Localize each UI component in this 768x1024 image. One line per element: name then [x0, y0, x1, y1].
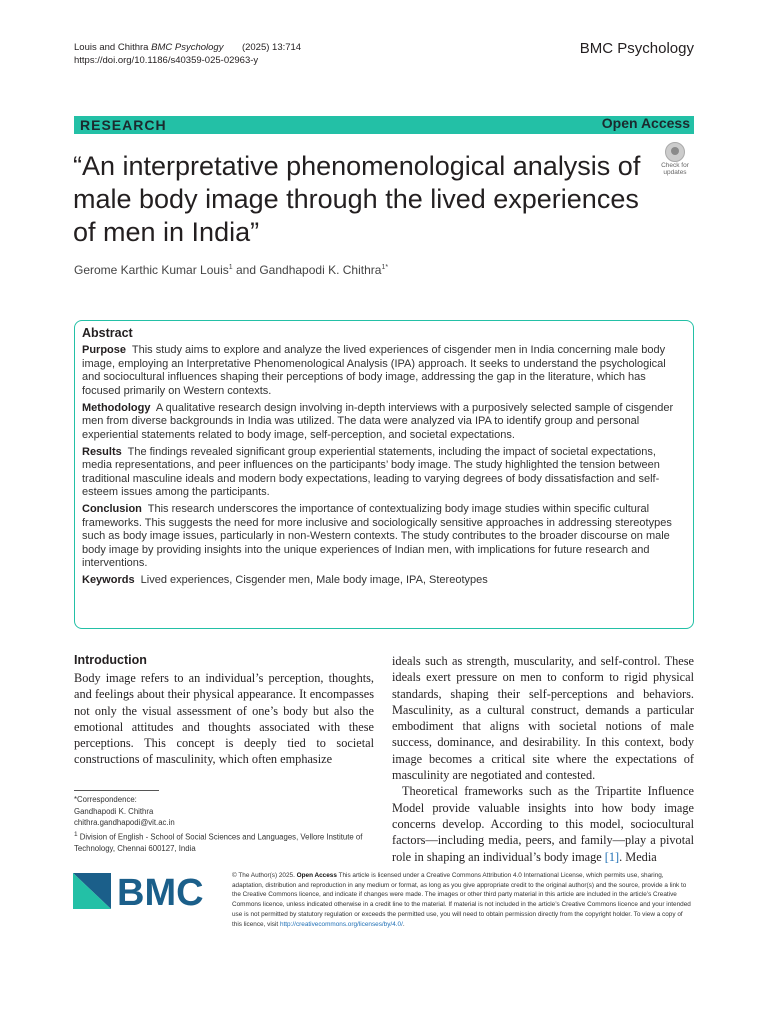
affil-text: Division of English - School of Social Sciences and Languages, Vellore Institute of Technology, Chennai 600127, India [74, 832, 363, 853]
abstract-methodology [82, 402, 685, 443]
intro-paragraph-3 [392, 783, 694, 864]
badge-line2: updates [663, 169, 687, 176]
author-sep: and [232, 263, 260, 277]
check-updates-icon [665, 142, 685, 162]
header-authors: Louis and Chithra [74, 42, 149, 53]
abstract-label: Keywords [82, 574, 135, 586]
check-for-updates-badge[interactable] [655, 140, 695, 180]
abstract-text: The findings revealed significant group experiential statements, including the impact of societal expectations, media representations, and peer influences on the participants’ body image. The study highlighted the tension between traditional masculine ideals and modern body expectations, leading to varying degrees of body dissatisfaction and self-esteem issues among the participants. [82, 445, 660, 498]
corr-label: *Correspondence: [74, 795, 137, 804]
affil-sup: 1 [74, 830, 78, 838]
badge-line1: Check for [661, 162, 689, 169]
abstract-label: Purpose [82, 344, 127, 356]
abstract-label: Conclusion [82, 503, 142, 515]
abstract-box [74, 320, 694, 629]
author-2[interactable]: Gandhapodi K. Chithra [259, 263, 382, 277]
bmc-logo [73, 871, 213, 911]
section-label: RESEARCH [80, 117, 167, 133]
abstract-purpose [82, 344, 685, 398]
corr-email[interactable]: chithra.gandhapodi@vit.ac.in [74, 818, 175, 827]
journal-name: BMC Psychology [579, 40, 694, 57]
author-1-affil: 1 [228, 264, 233, 271]
intro-text: Theoretical frameworks such as the Tripartite Influence Model provide valuable insights into how body image concerns develop. According to this model, sociocultural factors—including media, peers, and family—play a pivotal role in shaping an individual’s body image [392, 784, 694, 864]
footnote-rule [74, 790, 159, 791]
header-citation: (2025) 13:714 [241, 42, 302, 53]
intro-paragraph: Body image refers to an individual’s perception, thoughts, and feelings about their physical appearance. It encompasses not only the visual assessment of one’s body but also the emotional attitudes and thoughts associated with these perceptions. This concept is deeply tied to societal constructions of masculinity, which often emphasize [74, 671, 374, 767]
license-text [232, 871, 694, 929]
license-suffix: . [402, 920, 405, 928]
intro-paragraph-2: ideals such as strength, muscularity, and self-control. These ideals exert pressure on men to conform to rigid physical standards, shaping their self-perceptions and behaviors. Masculinity, as a cultural construct, demands a particular embodiment that aligns with societal notions of male success, dominance, and desirability. In this context, body image becomes a critical site where the expectations of masculinity are negotiated and contested. [392, 654, 694, 783]
open-access-label: Open Access [601, 115, 690, 131]
citation-link[interactable]: [1] [604, 849, 620, 864]
abstract-text: A qualitative research design involving in-depth interviews with a purposively selected sample of cisgender men from diverse backgrounds in India was utilized. The data were analyzed via IPA to identify group and personal experiential statements related to body image, self-perception, and societal expectations. [82, 401, 674, 441]
intro-column-1 [74, 653, 374, 768]
abstract-label: Methodology [82, 401, 151, 414]
author-list [74, 263, 388, 277]
abstract-keywords [82, 574, 685, 588]
intro-column-2 [392, 653, 694, 865]
intro-heading: Introduction [74, 653, 147, 667]
abstract-label: Results [82, 445, 122, 458]
abstract-results [82, 446, 685, 500]
author-1[interactable]: Gerome Karthic Kumar Louis [74, 263, 229, 277]
author-2-affil: 1* [381, 264, 389, 271]
section-band [74, 116, 694, 134]
abstract-conclusion [82, 503, 685, 571]
header-journal: BMC Psychology [151, 42, 224, 53]
corr-name: Gandhapodi K. Chithra [74, 806, 154, 816]
abstract-heading: Abstract [82, 326, 133, 340]
license-prefix: © The Author(s) 2025. [232, 872, 297, 879]
license-body: This article is licensed under a Creative Commons Attribution 4.0 International License, which permits use, sharing, adaptation, distribution and reproduction in any medium or format, as long as you give appropriate credit to the original author(s) and the source, provide a link to the Creative Commons licence, and indicate if changes were made. The images or other third party material in this article are included in the article’s Creative Commons licence, unless indicated otherwise in a credit line to the material. If material is not included in the article’s Creative Commons licence and your intended use is not permitted by statutory regulation or exceeds the permitted use, you will need to obtain permission directly from the copyright holder. To view a copy of this licence, visit [232, 872, 691, 928]
correspondence-footnote [74, 794, 374, 854]
running-header [74, 41, 301, 67]
abstract-text: This research underscores the importance of contextualizing body image studies within specific cultural frameworks. This suggests the need for more inclusive and sociologically sensitive approaches in addressing stereotypes such as body image issues, particularly in non-Western contexts. The study contributes to the broader discourse on male body image by providing insights into the unique experiences of Indian men, with implications for future research and interventions. [82, 503, 672, 569]
abstract-text: Lived experiences, Cisgender men, Male body image, IPA, Stereotypes [140, 574, 488, 586]
header-doi[interactable]: https://doi.org/10.1186/s40359-025-02963-y [74, 55, 259, 66]
license-link[interactable]: http://creativecommons.org/licenses/by/4.0/ [279, 920, 403, 928]
abstract-text: This study aims to explore and analyze the lived experiences of cisgender men in India concerning male body image, employing an Interpretative Phenomenological Analysis (IPA) approach. It seeks to understand the psychological and sociocultural influences shaping their perceptions of body image, addressing the gap in the literature, which has focused primarily on Western contexts. [82, 344, 666, 397]
intro-text-tail: . Media [619, 849, 657, 864]
article-title: “An interpretative phenomenological analysis of male body image through the lived experiences of men in India” [73, 151, 641, 247]
affiliation [74, 829, 374, 855]
logo-text: BMC [117, 872, 204, 911]
license-oa: Open Access [296, 872, 337, 879]
